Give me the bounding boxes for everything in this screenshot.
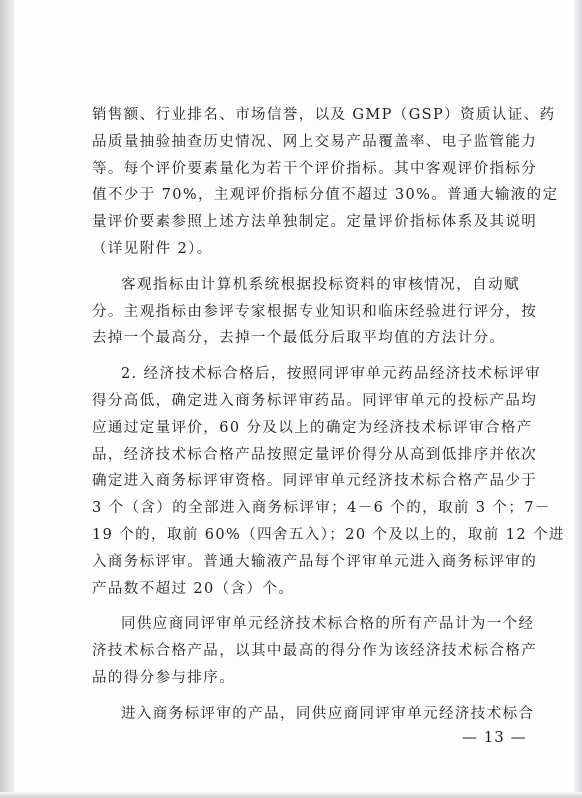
text-line: 分。主观指标由参评专家根据专业知识和临床经验进行评分，按: [92, 303, 538, 320]
text-line: 济技术标合格产品，以其中最高的得分作为该经济技术标合格产: [92, 643, 538, 660]
scan-shadow-bottom: [0, 792, 582, 798]
paragraph-item-2: [92, 361, 565, 602]
text-line: 品，经济技术标合格产品按照定量评价得分从高到低排序并依次: [92, 446, 538, 463]
text-line: 去掉一个最高分，去掉一个最低分后取平均值的方法计分。: [92, 330, 506, 347]
text-line: 值不少于 70%，主观评价指标分值不超过 30%。普通大输液的定: [92, 187, 559, 204]
text-line: 进入商务标评审的产品，同供应商同评审单元经济技术标合: [121, 705, 535, 722]
paragraph-commercial-bid: [92, 701, 535, 728]
paragraph-same-supplier: [92, 611, 538, 691]
text-line: 3 个（含）的全部进入商务标评审；4－6 个的，取前 3 个；7－: [92, 500, 551, 517]
paragraph-scoring-method: [92, 272, 538, 352]
paragraph-evaluation-elements: [92, 102, 559, 263]
text-line: 确定进入商务标评审资格。同评审单元经济技术标合格产品少于: [92, 473, 538, 490]
text-line: 等。每个评价要素量化为若干个评价指标。其中客观评价指标分: [92, 160, 538, 177]
text-line: 产品数不超过 20（含）个。: [92, 580, 295, 597]
text-line: 入商务标评审。普通大输液产品每个评审单元进入商务标评审的: [92, 553, 538, 570]
text-line: 同供应商同评审单元经济技术标合格的所有产品计为一个经: [121, 616, 535, 633]
text-line: 量评价要素参照上述方法单独制定。定量评价指标体系及其说明: [92, 214, 538, 231]
text-line: （详见附件 2）。: [92, 240, 213, 257]
text-line: 2. 经济技术标合格后，按照同评审单元药品经济技术标评审: [121, 366, 542, 383]
text-line: 19 个的，取前 60%（四舍五入）；20 个及以上的，取前 12 个进: [92, 526, 565, 543]
text-line: 得分高低，确定进入商务标评审药品。同评审单元的投标产品均: [92, 392, 538, 409]
text-line: 客观指标由计算机系统根据投标资料的审核情况，自动赋: [121, 276, 520, 293]
page-number: — 13 —: [462, 728, 527, 746]
text-line: 销售额、行业排名、市场信誉，以及 GMP（GSP）资质认证、药: [92, 107, 556, 123]
scan-shadow-right: [574, 0, 582, 798]
text-line: 品质量抽验抽查历史情况、网上交易产品覆盖率、电子监管能力: [92, 133, 538, 150]
text-line: 应通过定量评价，60 分及以上的确定为经济技术标评审合格产: [92, 419, 533, 436]
text-line: 品的得分参与排序。: [92, 669, 236, 686]
